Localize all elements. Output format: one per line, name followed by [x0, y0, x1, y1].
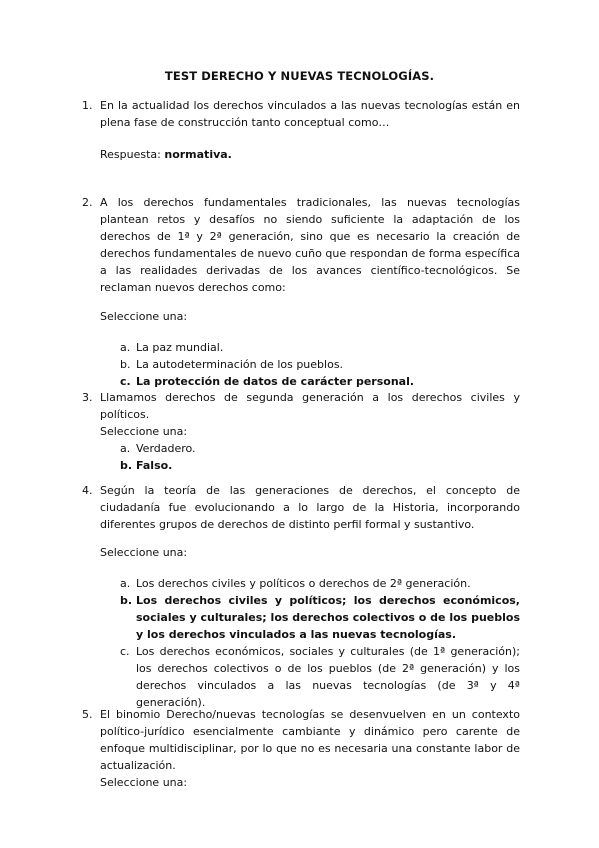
option-letter: a. — [120, 442, 131, 455]
option-text: Falso. — [136, 459, 173, 472]
option-text: La paz mundial. — [136, 341, 224, 354]
options-list — [100, 575, 520, 711]
option-letter: b. — [120, 459, 133, 472]
question-number: 2. — [82, 196, 93, 209]
option-b — [100, 356, 520, 373]
question-number: 5. — [82, 708, 93, 721]
question-3 — [82, 389, 520, 474]
question-4 — [82, 482, 520, 711]
options-list — [100, 339, 520, 390]
option-b-correct — [100, 592, 520, 643]
select-prompt: Seleccione una: — [100, 546, 188, 559]
answer-label: Respuesta: — [100, 148, 165, 161]
select-prompt: Seleccione una: — [100, 776, 188, 789]
option-text: Los derechos civiles y políticos o derechos de 2ª generación. — [136, 577, 471, 590]
question-number: 3. — [82, 391, 93, 404]
question-2 — [82, 194, 520, 390]
option-text: Los derechos civiles y políticos; los derechos económicos, sociales y culturales; los derechos colectivos o de los pueblos y los derechos vinculados a las nuevas tecnologías. — [136, 594, 520, 641]
document-title: TEST DERECHO Y NUEVAS TECNOLOGÍAS. — [164, 69, 435, 83]
question-1 — [82, 97, 520, 163]
select-prompt: Seleccione una: — [100, 425, 188, 438]
option-c — [100, 643, 520, 711]
answer-value: normativa. — [164, 148, 232, 161]
question-text: En la actualidad los derechos vinculados a las nuevas tecnologías están en plena fase de construcción tanto conceptual como… — [100, 99, 520, 129]
question-number: 1. — [82, 99, 93, 112]
option-a — [100, 575, 520, 592]
option-text: La protección de datos de carácter personal. — [136, 375, 415, 388]
question-text: Según la teoría de las generaciones de derechos, el concepto de ciudadanía fue evolucionando a lo largo de la Historia, incorporando diferentes grupos de derechos de distinto perfil formal y sustantivo. — [100, 484, 520, 531]
question-text: Llamamos derechos de segunda generación a los derechos civiles y políticos. — [100, 391, 520, 421]
option-c-correct — [100, 373, 520, 390]
option-a — [100, 339, 520, 356]
option-b-correct — [100, 457, 520, 474]
question-text: A los derechos fundamentales tradicionales, las nuevas tecnologías plantean retos y desafíos no siendo suficiente la adaptación de los derechos de 1ª y 2ª generación, sino que es necesario la creación de derechos fundamentales de nuevo cuño que respondan de forma específica a las realidades derivadas de los avances científico-tecnológicos. Se reclaman nuevos derechos como: — [100, 196, 520, 294]
option-text: La autodeterminación de los pueblos. — [136, 358, 344, 371]
option-letter: b. — [120, 594, 133, 607]
answer-line — [100, 146, 520, 163]
option-letter: b. — [120, 358, 131, 371]
question-number: 4. — [82, 484, 93, 497]
option-a — [100, 440, 520, 457]
option-text: Los derechos económicos, sociales y culturales (de 1ª generación); los derechos colectivos o de los pueblos (de 2ª generación) y los derechos vinculados a las nuevas tecnologías (de 3ª y 4ª generación). — [136, 645, 520, 709]
option-letter: c. — [120, 375, 131, 388]
select-prompt: Seleccione una: — [100, 310, 188, 323]
option-letter: a. — [120, 577, 131, 590]
option-letter: a. — [120, 341, 131, 354]
question-text: El binomio Derecho/nuevas tecnologías se desenvuelven en un contexto político-jurídico esencialmente cambiante y dinámico pero carente de enfoque multidisciplinar, por lo que no es necesaria una constante labor de actualización. — [100, 708, 520, 772]
option-letter: c. — [120, 645, 130, 658]
question-5 — [82, 706, 520, 791]
option-text: Verdadero. — [136, 442, 196, 455]
